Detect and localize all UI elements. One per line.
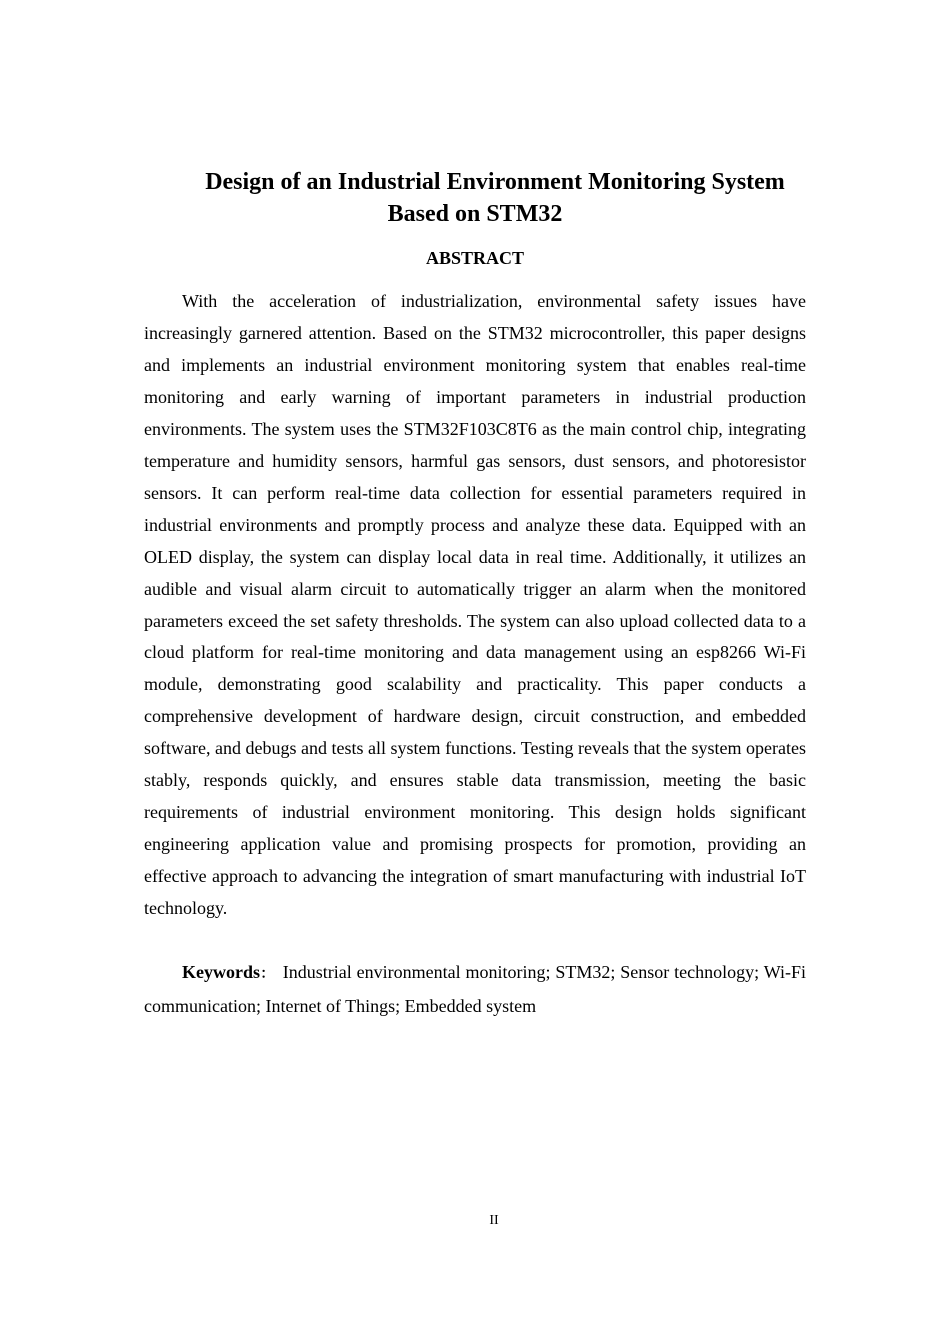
keywords-paragraph xyxy=(144,957,806,1022)
abstract-body: With the acceleration of industrialization, environmental safety issues have increasingly garnered attention. Based on the STM32 microcontroller, this paper designs and implements an industrial environment monitoring system that enables real-time monitoring and early warning of important parameters in industrial production environments. The system uses the STM32F103C8T6 as the main control chip, integrating temperature and humidity sensors, harmful gas sensors, dust sensors, and photoresistor sensors. It can perform real-time data collection for essential parameters required in industrial environments and promptly process and analyze these data. Equipped with an OLED display, the system can display local data in real time. Additionally, it utilizes an audible and visual alarm circuit to automatically trigger an alarm when the monitored parameters exceed the set safety thresholds. The system can also upload collected data to a cloud platform for real-time monitoring and data management using an esp8266 Wi-Fi module, demonstrating good scalability and practicality. This paper conducts a comprehensive development of hardware design, circuit construction, and embedded software, and debugs and tests all system functions. Testing reveals that the system operates stably, responds quickly, and ensures stable data transmission, meeting the basic requirements of industrial environment monitoring. This design holds significant engineering application value and promising prospects for promotion, providing an effective approach to advancing the integration of smart manufacturing with industrial IoT technology. xyxy=(144,291,806,919)
page-number: II xyxy=(489,1213,499,1228)
keywords-separator: ： xyxy=(260,967,275,982)
paper-title-line-2: Based on STM32 xyxy=(387,201,563,227)
keywords-text: Industrial environmental monitoring; STM32; Sensor technology; Wi-Fi communication; Internet of Things; Embedded system xyxy=(144,962,806,1016)
keywords-label: Keywords xyxy=(182,962,260,982)
paper-title xyxy=(144,166,806,230)
paper-title-line-1: Design of an Industrial Environment Monitoring System xyxy=(205,169,785,195)
abstract-heading: ABSTRACT xyxy=(425,248,525,268)
